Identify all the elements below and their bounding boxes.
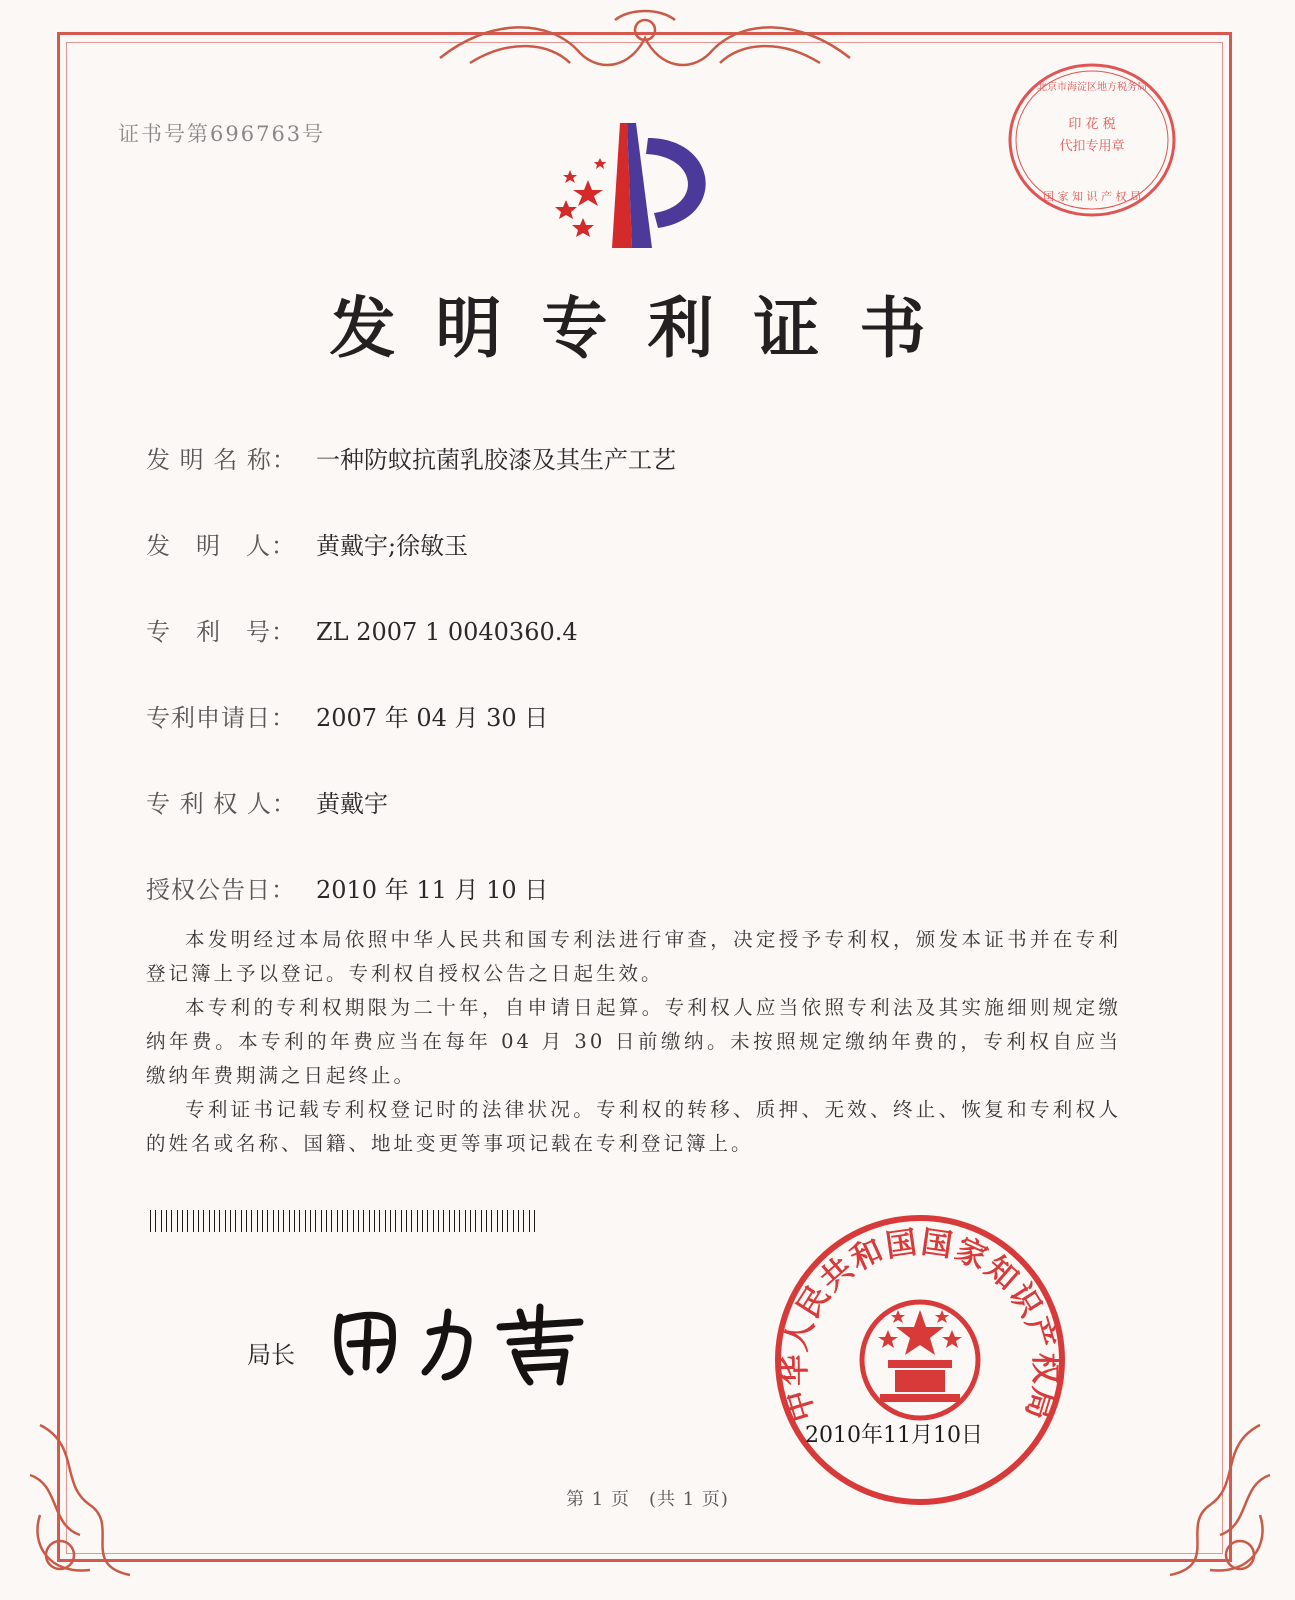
- paragraph: 本专利的专利权期限为二十年，自申请日起算。专利权人应当依照专利法及其实施细则规定缴纳年费。本专利的年费应当在每年 04 月 30 日前缴纳。未按照规定缴纳年费的，专利权自应当缴纳年费期满之日起终止。: [146, 996, 1121, 1087]
- legal-text: [146, 923, 1121, 1161]
- certificate-title: 发明专利证书: [329, 290, 966, 367]
- field-label: 授权公告日：: [146, 876, 296, 904]
- field-application-date: [146, 698, 548, 733]
- field-value: 2007 年 04 月 30 日: [316, 704, 549, 732]
- field-value: ZL 2007 1 0040360.4: [316, 618, 578, 646]
- top-ornament: [430, 8, 860, 78]
- field-patent-number: [146, 612, 578, 647]
- svg-text:印 花 税: 印 花 税: [1068, 117, 1116, 132]
- field-label: 发 明 名 称：: [146, 446, 297, 474]
- field-value: 黄戴宇: [316, 790, 388, 818]
- paragraph: 专利证书记载专利权登记时的法律状况。专利权的转移、质押、无效、终止、恢复和专利权人的姓名或名称、国籍、地址变更等事项记载在专利登记簿上。: [146, 1098, 1121, 1155]
- field-label: 专 利 号：: [146, 618, 296, 646]
- barcode: [150, 1210, 540, 1232]
- page-number: 第 1 页 (共 1 页): [566, 1489, 729, 1510]
- director-label: 局长: [247, 1341, 295, 1369]
- certificate-number: 证书号第696763号: [118, 122, 326, 146]
- field-label: 专利申请日：: [146, 704, 296, 732]
- tax-stamp-seal: [1005, 60, 1180, 220]
- patent-office-seal: [770, 1210, 1070, 1510]
- field-label: 发 明 人：: [146, 532, 296, 560]
- director-signature: [320, 1292, 620, 1392]
- field-value: 黄戴宇;徐敏玉: [316, 532, 469, 560]
- field-grant-date: [146, 870, 548, 905]
- issue-date: 2010年11月10日: [805, 1423, 983, 1448]
- field-patentee: [146, 784, 388, 819]
- seal-text: 中华人民共和国国家知识产权局: [776, 1224, 1064, 1426]
- field-inventor: [146, 526, 468, 561]
- field-value: 2010 年 11 月 10 日: [316, 876, 549, 904]
- field-value: 一种防蚊抗菌乳胶漆及其生产工艺: [316, 446, 676, 474]
- svg-text:代扣专用章: 代扣专用章: [1059, 139, 1125, 154]
- field-invention-name: [146, 440, 676, 475]
- field-label: 专 利 权 人：: [146, 790, 297, 818]
- patent-office-emblem: [528, 118, 748, 258]
- svg-text:国 家 知 识 产 权 局: 国 家 知 识 产 权 局: [1043, 190, 1141, 203]
- svg-text:北京市海淀区地方税务局: 北京市海淀区地方税务局: [1037, 82, 1147, 93]
- paragraph: 本发明经过本局依照中华人民共和国专利法进行审查，决定授予专利权，颁发本证书并在专利登记簿上予以登记。专利权自授权公告之日起生效。: [146, 928, 1121, 985]
